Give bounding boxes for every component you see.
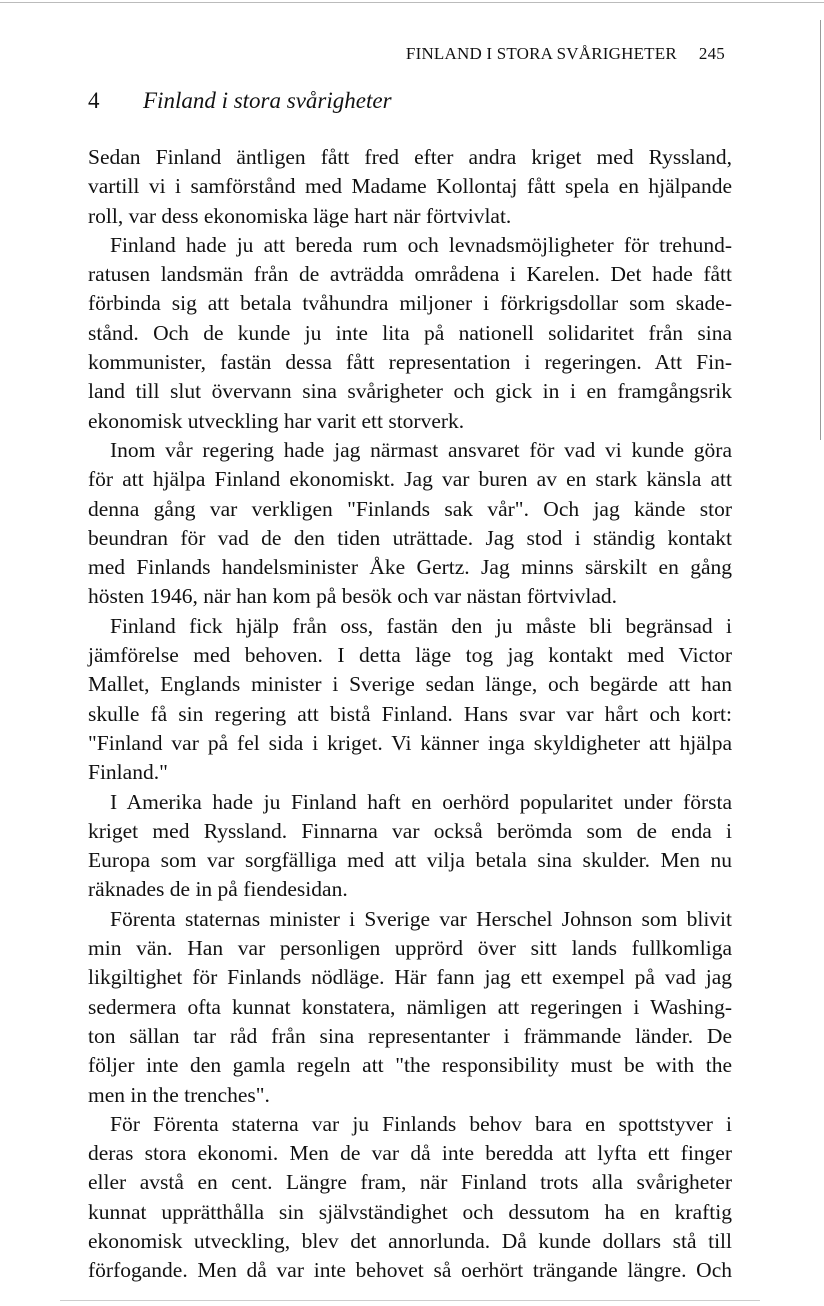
- scan-edge-top: [0, 2, 824, 3]
- text-line: jämförelse med behoven. I detta läge tog jag kontakt med Victor: [88, 643, 732, 668]
- text-line: kommunister, fastän dessa fått representation i regeringen. Att Fin-: [88, 350, 732, 375]
- text-line: förbinda sig att betala tvåhundra miljoner i förkrigsdollar som skade-: [88, 291, 732, 316]
- text-line: Förenta staternas minister i Sverige var Herschel Johnson som blivit: [110, 906, 732, 931]
- text-line: I Amerika hade ju Finland haft en oerhörd popularitet under första: [110, 789, 732, 814]
- paragraph: [88, 143, 732, 231]
- body-text: [88, 143, 732, 1286]
- page-number: 245: [698, 44, 725, 63]
- text-line: följer inte den gamla regeln att "the responsibility must be with the: [88, 1053, 732, 1078]
- paragraph: [88, 788, 732, 905]
- chapter-number: 4: [88, 88, 100, 113]
- text-line: ratusen landsmän från de avträdda områdena i Karelen. Det hade fått: [88, 262, 732, 287]
- text-line: beundran för vad de den tiden uträttade. Jag stod i ständig kontakt: [88, 525, 732, 550]
- text-line: denna gång var verkligen "Finlands sak vår". Och jag kände stor: [88, 496, 732, 521]
- text-line: skulle få sin regering att bistå Finland. Hans svar var hårt och kort:: [88, 701, 732, 726]
- text-line: Inom vår regering hade jag närmast ansvaret för vad vi kunde göra: [110, 437, 732, 462]
- text-line: land till slut övervann sina svårigheter och gick in i en framgångsrik: [88, 379, 732, 404]
- text-line: ekonomisk utveckling har varit ett storverk.: [88, 408, 465, 433]
- text-line: min vän. Han var personligen upprörd över sitt lands fullkomliga: [88, 936, 732, 961]
- scan-edge-right: [820, 20, 821, 440]
- text-line: roll, var dess ekonomiska läge hart när förtvivlat.: [88, 203, 512, 228]
- text-line: "Finland var på fel sida i kriget. Vi känner inga skyldigheter att hjälpa: [88, 730, 732, 755]
- text-line: kriget med Ryssland. Finnarna var också berömda som de enda i: [88, 818, 732, 843]
- running-head: [380, 44, 725, 64]
- text-line: för att hjälpa Finland ekonomiskt. Jag var buren av en stark känsla att: [88, 467, 732, 492]
- text-line: ekonomisk utveckling, blev det annorlunda. Då kunde dollars stå till: [88, 1228, 732, 1253]
- text-line: Finland fick hjälp från oss, fastän den ju måste bli begränsad i: [110, 613, 732, 638]
- text-line: För Förenta staterna var ju Finlands behov bara en spottstyver i: [110, 1111, 732, 1136]
- text-line: Europa som var sorgfälliga med att vilja betala sina skulder. Men nu: [88, 848, 732, 873]
- running-head-title: FINLAND I STORA SVÅRIGHETER: [405, 44, 677, 63]
- text-line: ton sällan tar råd från sina representanter i främmande länder. De: [88, 1023, 732, 1048]
- text-line: med Finlands handelsminister Åke Gertz. Jag minns särskilt en gång: [88, 555, 732, 580]
- chapter-title: Finland i stora svårigheter: [143, 88, 392, 113]
- text-line: vartill vi i samförstånd med Madame Kollontaj fått spela en hjälpande: [88, 174, 732, 199]
- text-line: eller avstå en cent. Längre fram, när Finland trots alla svårigheter: [88, 1170, 732, 1195]
- text-line: Finland.": [88, 760, 168, 785]
- text-line: deras stora ekonomi. Men de var då inte beredda att lyfta ett finger: [88, 1141, 732, 1166]
- paragraph: [88, 436, 732, 612]
- text-line: förfogande. Men då var inte behovet så oerhört trängande längre. Och: [88, 1258, 732, 1283]
- paragraph: [88, 231, 732, 436]
- text-line: men in the trenches".: [88, 1082, 270, 1107]
- text-line: Mallet, Englands minister i Sverige sedan länge, och begärde att han: [88, 672, 732, 697]
- paragraph: [88, 1110, 732, 1286]
- text-line: kunnat upprätthålla sin självständighet och dessutom ha en kraftig: [88, 1199, 732, 1224]
- text-line: Finland hade ju att bereda rum och levnadsmöjligheter för trehund-: [110, 232, 732, 257]
- text-line: räknades de in på fiendesidan.: [88, 877, 348, 902]
- text-line: Sedan Finland äntligen fått fred efter andra kriget med Ryssland,: [88, 145, 732, 169]
- paragraph: [88, 905, 732, 1110]
- paragraph: [88, 612, 732, 788]
- scan-edge-bottom: [60, 1300, 760, 1301]
- text-line: sedermera ofta kunnat konstatera, nämligen att regeringen i Washing-: [88, 994, 732, 1019]
- text-line: likgiltighet för Finlands nödläge. Här fann jag ett exempel på vad jag: [88, 965, 732, 990]
- text-line: hösten 1946, när han kom på besök och var nästan förtvivlad.: [88, 584, 618, 609]
- text-line: stånd. Och de kunde ju inte lita på nationell solidaritet från sina: [88, 320, 732, 345]
- chapter-heading: [88, 88, 392, 114]
